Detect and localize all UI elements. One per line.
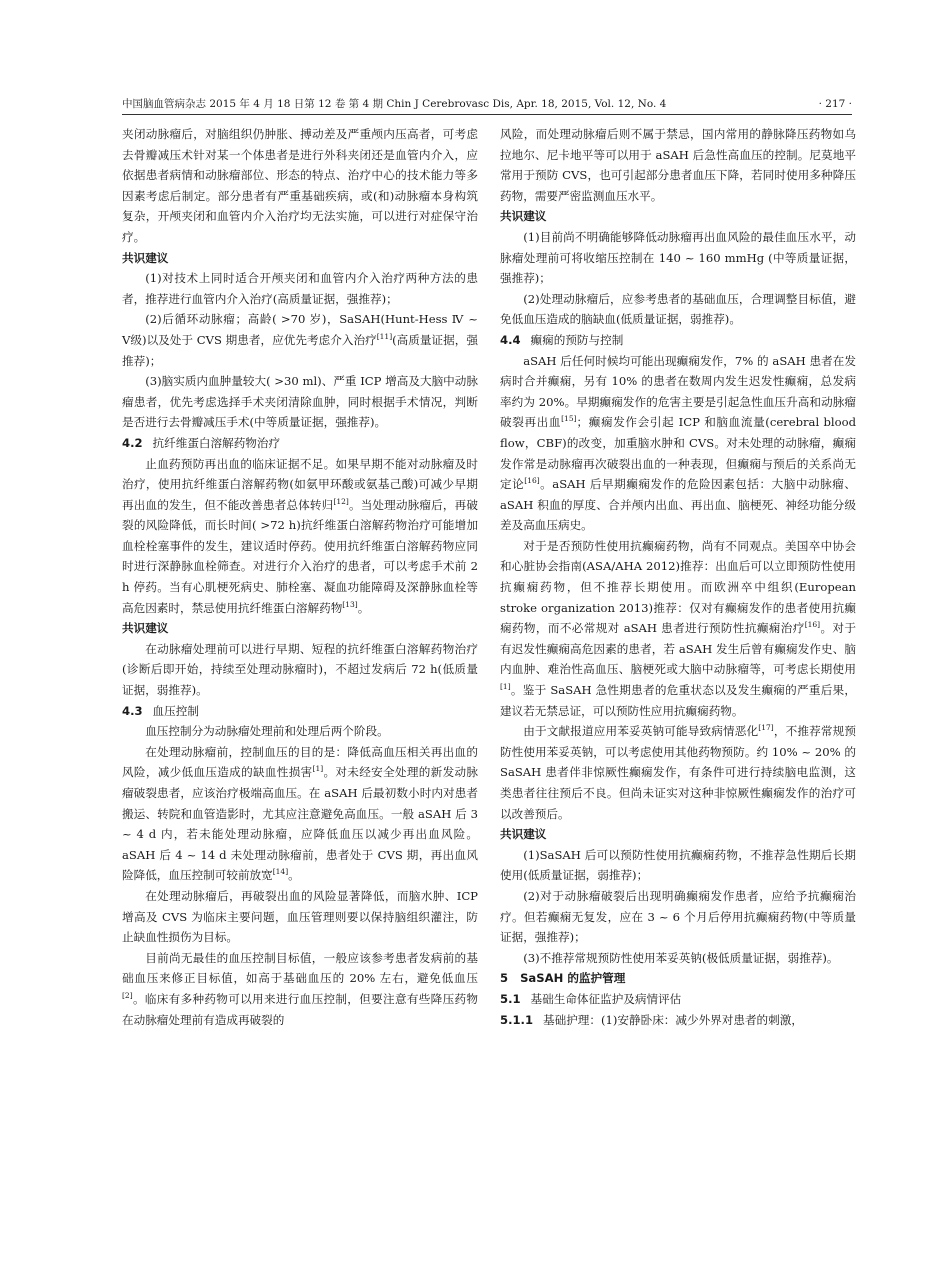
section-heading-4-3: 4.3 血压控制 <box>122 703 199 718</box>
journal-citation: 中国脑血管病杂志 2015 年 4 月 18 日第 12 卷 第 4 期 Chin J Cerebrovasc Dis, Apr. 18, 2015, Vol. 12, No. 4 <box>122 98 667 110</box>
citation[interactable]: [13] <box>342 599 358 609</box>
citation[interactable]: [1] <box>312 764 324 774</box>
citation[interactable]: [14] <box>272 867 289 877</box>
citation[interactable]: [15] <box>561 414 577 424</box>
section-heading-5: 5 SaSAH 的监护管理 <box>500 971 626 986</box>
recommendation: (2)处理动脉瘤后，应参考患者的基础血压，合理调整目标值，避免低血压造成的脑缺血(低质量证据，弱推荐)。 <box>500 291 856 327</box>
right-column <box>500 124 856 1030</box>
paragraph: 对于是否预防性使用抗癫痫药物，尚有不同观点。美国卒中协会和心脏协会指南(ASA/AHA 2012)推荐：出血后可以立即预防性使用抗癫痫药物，但不推荐长期使用。而欧洲卒中组织(European stroke organization 2013)推荐：仅对有癫痫发作的患者使用抗癫痫药物，而不必常规对 aSAH 患者进行预防性抗癫痫治疗[16]。对于有迟发性癫痫高危因素的患者，若 aSAH 发生后曾有癫痫发作史、脑内血肿、难治性高血压、脑梗死或大脑中动脉瘤等，可考虑长期使用[1]。鉴于 SaSAH 急性期患者的危重状态以及发生癫痫的严重后果，建议若无禁忌证，可以预防性应用抗癫痫药物。 <box>500 538 856 718</box>
recommendation: 在动脉瘤处理前可以进行早期、短程的抗纤维蛋白溶解药物治疗(诊断后即开始，持续至处理动脉瘤时)，不超过发病后 72 h(低质量证据，弱推荐)。 <box>122 641 478 698</box>
recommendation: (2)对于动脉瘤破裂后出现明确癫痫发作患者，应给予抗癫痫治疗。但若癫痫无复发，应在 3 ~ 6 个月后停用抗癫痫药物(中等质量证据，强推荐)； <box>500 888 856 945</box>
running-header <box>122 96 852 115</box>
recommendation: (1)SaSAH 后可以预防性使用抗癫痫药物，不推荐急性期后长期使用(低质量证据，弱推荐)； <box>500 847 856 883</box>
paragraph: 5.1.1 基础护理：(1)安静卧床：减少外界对患者的刺激， <box>500 1012 803 1027</box>
paragraph: 血压控制分为动脉瘤处理前和处理后两个阶段。 <box>145 724 389 739</box>
citation[interactable]: [1] <box>500 682 511 692</box>
paragraph: 夹闭动脉瘤后，对脑组织仍肿胀、搏动差及严重颅内压高者，可考虑去骨瓣减压术针对某一个体患者是进行外科夹闭还是血管内介入，应依据患者病情和动脉瘤部位、形态的特点、治疗中心的技术能力等多因素考虑后制定。部分患者有严重基础疾病，或(和)动脉瘤本身构筑复杂，开颅夹闭和血管内介入治疗均无法实施，可以进行对症保守治疗。 <box>122 127 478 244</box>
consensus-heading: 共识建议 <box>122 250 169 265</box>
citation[interactable]: [2] <box>122 991 133 1001</box>
page-number: · 217 · <box>818 98 852 110</box>
citation[interactable]: [12] <box>333 496 349 506</box>
recommendation: (1)目前尚不明确能够降低动脉瘤再出血风险的最佳血压水平，动脉瘤处理前可将收缩压控制在 140 ~ 160 mmHg (中等质量证据，强推荐)； <box>500 229 856 286</box>
paragraph: 止血药预防再出血的临床证据不足。如果早期不能对动脉瘤及时治疗，使用抗纤维蛋白溶解药物(如氨甲环酸或氨基己酸)可减少早期再出血的发生，但不能改善患者总体转归[12]。当处理动脉瘤后，再破裂的风险降低，而长时间( >72 h)抗纤维蛋白溶解药物治疗可能增加血栓栓塞事件的发生，建议适时停药。使用抗纤维蛋白溶解药物应同时进行深静脉血栓筛查。对进行介入治疗的患者，可以考虑手术前 2 h 停药。当有心肌梗死病史、肺栓塞、凝血功能障碍及深静脉血栓等高危因素时，禁忌使用抗纤维蛋白溶解药物[13]。 <box>122 456 478 615</box>
citation[interactable]: [17] <box>758 723 774 733</box>
recommendation: (1)对技术上同时适合开颅夹闭和血管内介入治疗两种方法的患者，推荐进行血管内介入治疗(高质量证据，强推荐)； <box>122 271 478 306</box>
citation[interactable]: [11] <box>376 332 393 342</box>
consensus-heading: 共识建议 <box>500 209 547 224</box>
citation[interactable]: [16] <box>804 620 821 630</box>
section-heading-4-4: 4.4 癫痫的预防与控制 <box>500 332 624 347</box>
recommendation: (2)后循环动脉瘤；高龄( >70 岁)，SaSAH(Hunt-Hess Ⅳ ~ Ⅴ级)以及处于 CVS 期患者，应优先考虑介入治疗[11](高质量证据，强推荐)； <box>122 312 478 368</box>
citation[interactable]: [16] <box>524 476 540 486</box>
paragraph: 目前尚无最佳的血压控制目标值，一般应该参考患者发病前的基础血压来修正目标值，如高于基础血压的 20% 左右，避免低血压[2]。临床有多种药物可以用来进行血压控制，但要注意有些降压药物在动脉瘤处理前有造成再破裂的 <box>122 950 478 1027</box>
left-column <box>122 124 478 1030</box>
paragraph: 风险，而处理动脉瘤后则不属于禁忌，国内常用的静脉降压药物如乌拉地尔、尼卡地平等可以用于 aSAH 后急性高血压的控制。尼莫地平常用于预防 CVS，也可引起部分患者血压下降，若同时使用多种降压药物，需要严密监测血压水平。 <box>500 127 856 203</box>
section-heading-4-2: 4.2 抗纤维蛋白溶解药物治疗 <box>122 435 281 450</box>
paragraph: 由于文献报道应用苯妥英钠可能导致病情恶化[17]，不推荐常规预防性使用苯妥英钠，可以考虑使用其他药物预防。约 10% ~ 20% 的 SaSAH 患者伴非惊厥性癫痫发作，有条件可进行持续脑电监测，这类患者往往预后不良。但尚未证实对这种非惊厥性癫痫发作的治疗可以改善预后。 <box>500 723 856 821</box>
paragraph: 在处理动脉瘤前，控制血压的目的是：降低高血压相关再出血的风险，减少低血压造成的缺血性损害[1]。对未经安全处理的新发动脉瘤破裂患者，应该治疗极端高血压。在 aSAH 后最初数小时内对患者搬运、转院和血管造影时，尤其应注意避免高血压。一般 aSAH 后 3 ~ 4 d 内，若未能处理动脉瘤，应降低血压以减少再出血风险。aSAH 后 4 ~ 14 d 未处理动脉瘤前，患者处于 CVS 期，再出血风险降低，血压控制可较前放宽[14]。 <box>122 744 478 883</box>
section-heading-5-1: 5.1 基础生命体征监护及病情评估 <box>500 991 682 1006</box>
recommendation: (3)脑实质内血肿量较大( >30 ml)、严重 ICP 增高及大脑中动脉瘤患者，优先考虑选择手术夹闭清除血肿，同时根据手术情况，判断是否进行去骨瓣减压手术(中等质量证据，强推荐)。 <box>122 374 478 430</box>
consensus-heading: 共识建议 <box>500 827 547 842</box>
consensus-heading: 共识建议 <box>122 621 169 636</box>
recommendation: (3)不推荐常规预防性使用苯妥英钠(极低质量证据，弱推荐)。 <box>523 950 839 965</box>
paragraph: 在处理动脉瘤后，再破裂出血的风险显著降低，而脑水肿、ICP 增高及 CVS 为临床主要问题，血压管理则要以保持脑组织灌注，防止缺血性损伤为目标。 <box>122 888 478 945</box>
paragraph: aSAH 后任何时候均可能出现癫痫发作，7% 的 aSAH 患者在发病时合并癫痫，另有 10% 的患者在数周内发生迟发性癫痫，总发病率约为 20%。早期癫痫发作的危害主要是引起急性血压升高和动脉瘤破裂再出血[15]；癫痫发作会引起 ICP 和脑血流量(cerebral blood flow，CBF)的改变，加重脑水肿和 CVS。对未处理的动脉瘤，癫痫发作常是动脉瘤再次破裂出血的一种表现，但癫痫与预后的关系尚无定论[16]。aSAH 后早期癫痫发作的危险因素包括：大脑中动脉瘤、aSAH 积血的厚度、合并颅内出血、再出血、脑梗死、神经功能分级差及高血压病史。 <box>500 353 856 533</box>
